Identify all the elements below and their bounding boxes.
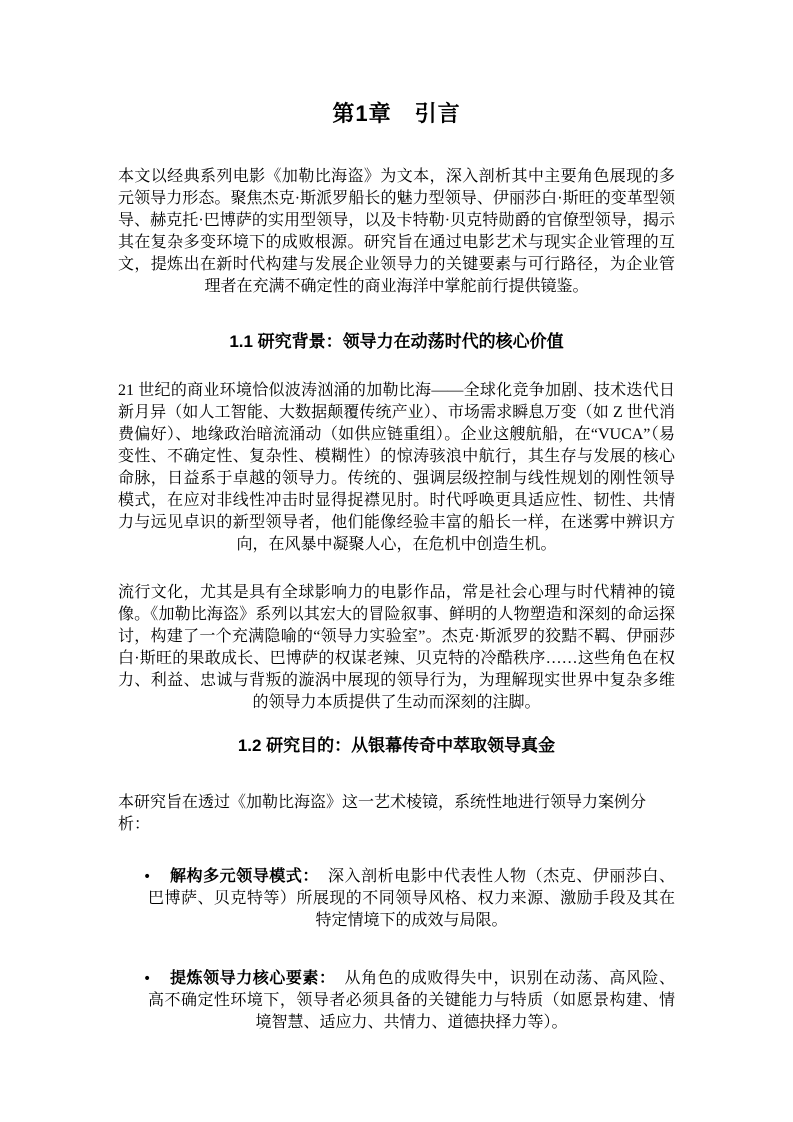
list-item-text: 从角色的成败得失中，识别在动荡、高风险、高不确定性环境下，领导者必须具备的关键能力与特质（如愿景构建、情境智慧、适应力、共情力、道德抉择力等）。: [148, 970, 675, 1031]
list-item: [118, 866, 675, 932]
list-item-text: 深入剖析电影中代表性人物（杰克、伊丽莎白、巴博萨、贝克特等）所展现的不同领导风格、权力来源、激励手段及其在特定情境下的成效与局限。: [148, 868, 675, 929]
section-heading-1-1: 1.1 研究背景：领导力在动荡时代的核心价值: [229, 332, 564, 351]
chapter-title: 第1章 引言: [332, 101, 461, 126]
paragraph-background-2: 流行文化，尤其是具有全球影响力的电影作品，常是社会心理与时代精神的镜像。《加勒比海盗》系列以其宏大的冒险叙事、鲜明的人物塑造和深刻的命运探讨，构建了一个充满隐喻的“领导力实验室”。杰克·斯派罗的狡黠不羁、伊丽莎白·斯旺的果敢成长、巴博萨的权谋老辣、贝克特的冷酷秩序……这些角色在权力、利益、忠诚与背叛的漩涡中展现的领导行为，为理解现实世界中复杂多维的领导力本质提供了生动而深刻的注脚。: [118, 584, 675, 711]
bullet-list: [118, 866, 675, 1034]
list-item-lead: 解构多元领导模式：: [170, 868, 319, 885]
section-heading-1-2: 1.2 研究目的：从银幕传奇中萃取领导真金: [237, 736, 556, 755]
list-item: [118, 968, 675, 1034]
bullet-icon: •: [143, 869, 152, 885]
intro-paragraph: 本文以经典系列电影《加勒比海盗》为文本，深入剖析其中主要角色展现的多元领导力形态。聚焦杰克·斯派罗船长的魅力型领导、伊丽莎白·斯旺的变革型领导、赫克托·巴博萨的实用型领导，以及卡特勒·贝克特勋爵的官僚型领导，揭示其在复杂多变环境下的成败根源。研究旨在通过电影艺术与现实企业管理的互文，提炼出在新时代构建与发展企业领导力的关键要素与可行路径，为企业管理者在充满不确定性的商业海洋中掌舵前行提供镜鉴。: [118, 168, 675, 295]
list-item-lead: 提炼领导力核心要素：: [170, 970, 336, 987]
paragraph-purpose-lead-in: 本研究旨在透过《加勒比海盗》这一艺术棱镜，系统性地进行领导力案例分析：: [118, 794, 647, 833]
paragraph-background-1: 21 世纪的商业环境恰似波涛汹涌的加勒比海——全球化竞争加剧、技术迭代日新月异（如人工智能、大数据颠覆传统产业）、市场需求瞬息万变（如 Z 世代消费偏好）、地缘政治暗流涌动（如供应链重组）。企业这艘航船，在“VUCA”（易变性、不确定性、复杂性、模糊性）的惊涛骇浪中航行，其生存与发展的核心命脉，日益系于卓越的领导力。传统的、强调层级控制与线性规划的刚性领导模式，在应对非线性冲击时显得捉襟见肘。时代呼唤更具适应性、韧性、共情力与远见卓识的新型领导者，他们能像经验丰富的船长一样，在迷雾中辨识方向，在风暴中凝聚人心，在危机中创造生机。: [118, 382, 675, 553]
bullet-icon: •: [143, 971, 152, 987]
